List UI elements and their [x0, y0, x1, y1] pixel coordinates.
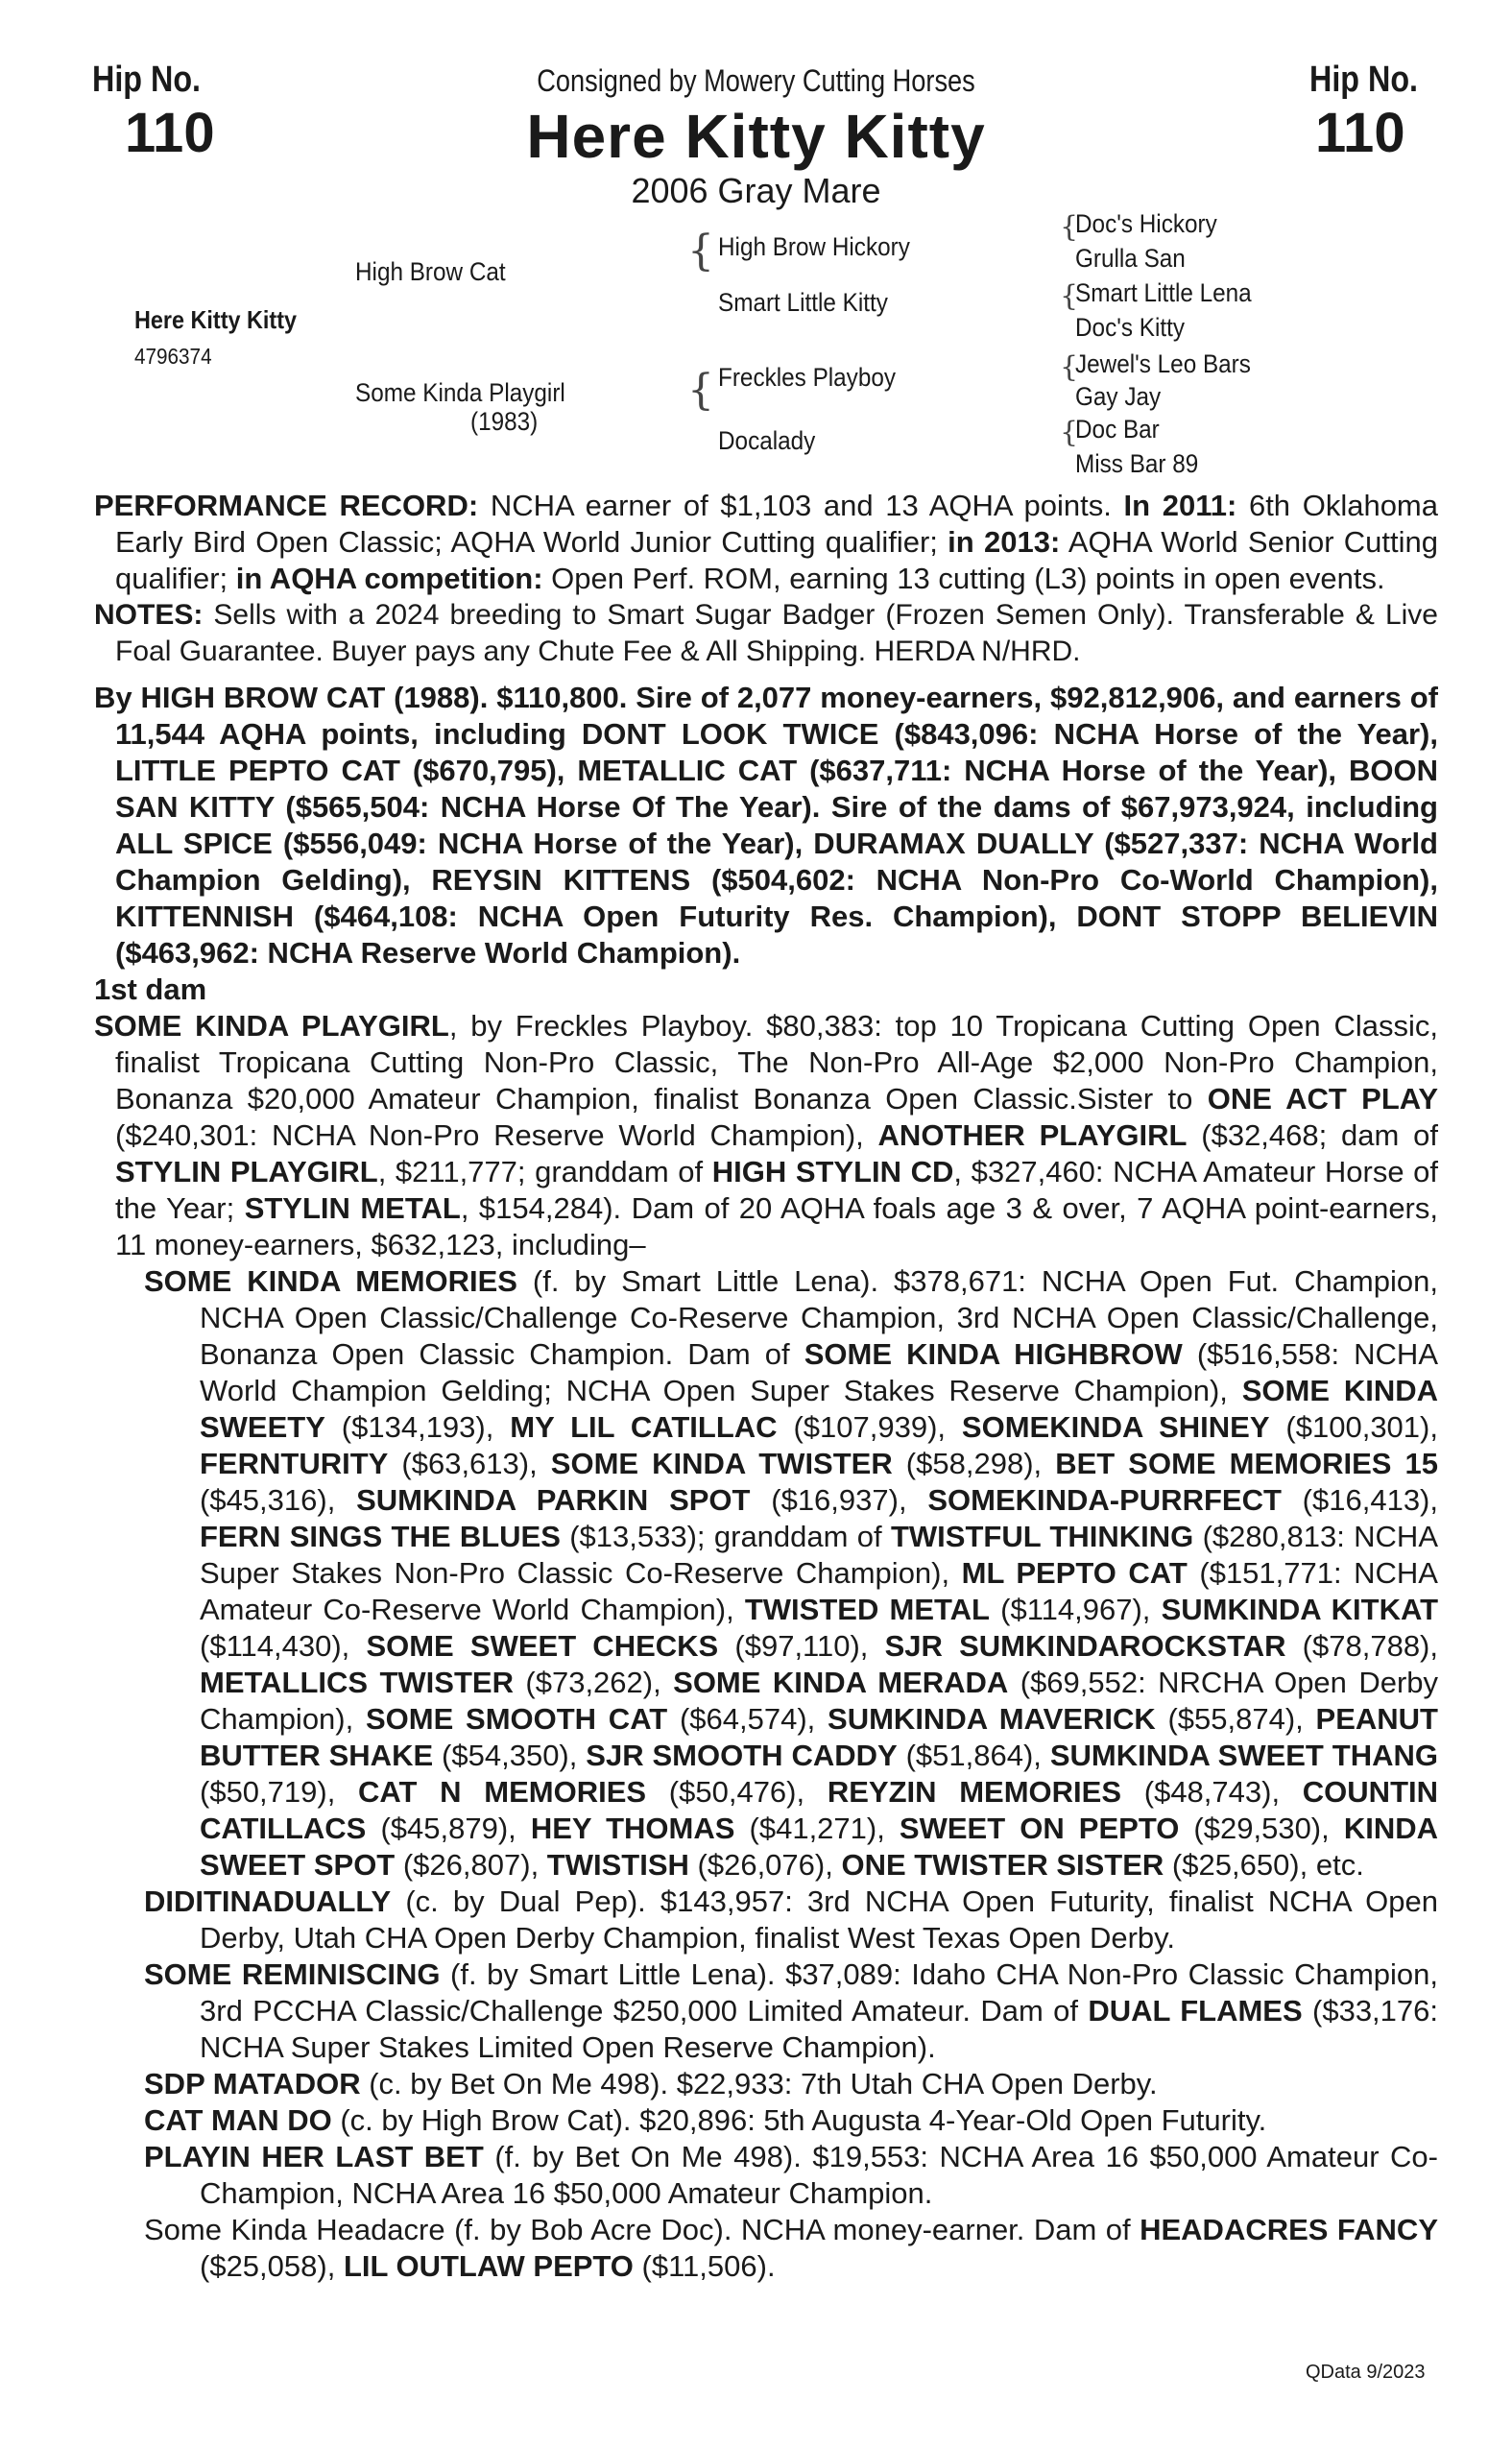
produce-entry: Some Kinda Headacre (f. by Bob Acre Doc). NCHA money-earner. Dam of HEADACRES FANCY ($25,058), LIL OUTLAW PEPTO ($11,506). — [144, 2213, 1438, 2283]
sire-dam: Smart Little Kitty — [718, 288, 888, 317]
gen3-brace-4: { — [1060, 416, 1079, 449]
hip-label-left: Hip No. — [92, 60, 202, 100]
gen3-ancestor: Gay Jay — [1075, 382, 1162, 411]
produce-entry: DIDITINADUALLY (c. by Dual Pep). $143,957: 3rd NCHA Open Futurity, finalist NCHA Open Derby, Utah CHA Open Derby Champion, finalist West Texas Open Derby. — [144, 1884, 1438, 1955]
gen3-brace-2: { — [1060, 279, 1079, 313]
gen3-brace-3: { — [1060, 350, 1079, 384]
horse-name-title: Here Kitty Kitty — [526, 102, 986, 171]
produce-entry: SDP MATADOR (c. by Bet On Me 498). $22,933: 7th Utah CHA Open Derby. — [144, 2067, 1158, 2100]
produce-entry: SOME REMINISCING (f. by Smart Little Lena). $37,089: Idaho CHA Non-Pro Classic Champion, 3rd PCCHA Classic/Challenge $250,000 Limited Amateur. Dam of DUAL FLAMES ($33,176: NCHA Super Stakes Limited Open Reserve Champion). — [144, 1957, 1439, 2064]
pedigree-horse-name: Here Kitty Kitty — [134, 305, 298, 334]
gen3-ancestor: Jewel's Leo Bars — [1075, 349, 1251, 378]
produce-entry: PLAYIN HER LAST BET (f. by Bet On Me 498). $19,553: NCHA Area 16 $50,000 Amateur Co-Champion, NCHA Area 16 $50,000 Amateur Champion. — [144, 2140, 1438, 2210]
sire-name: High Brow Cat — [355, 257, 506, 286]
first-dam-paragraph: SOME KINDA PLAYGIRL, by Freckles Playboy. $80,383: top 10 Tropicana Cutting Open Classic, finalist Tropicana Cutting Non-Pro Classic, The Non-Pro All-Age $2,000 Non-Pro Champion, Bonanza $20,000 Amateur Champion, finalist Bonanza Open Classic.Sister to ONE ACT PLAY ($240,301: NCHA Non-Pro Reserve World Champion), ANOTHER PLAYGIRL ($32,468; dam of STYLIN PLAYGIRL, $211,777; granddam of HIGH STYLIN CD, $327,460: NCHA Amateur Horse of the Year; STYLIN METAL, $154,284). Dam of 20 AQHA foals age 3 & over, 7 AQHA point-earners, 11 money-earners, $632,123, including– — [94, 1009, 1439, 1261]
produce-entry: CAT MAN DO (c. by High Brow Cat). $20,896: 5th Augusta 4-Year-Old Open Futurity. — [144, 2103, 1267, 2137]
dam-name: Some Kinda Playgirl — [355, 378, 565, 407]
notes: NOTES: Sells with a 2024 breeding to Smart Sugar Badger (Frozen Semen Only). Transferable & Live Foal Guarantee. Buyer pays any Chute Fee & All Shipping. HERDA N/HRD. — [94, 599, 1438, 667]
dam-dam: Docalady — [718, 426, 816, 455]
gen3-ancestor: Smart Little Lena — [1075, 278, 1252, 307]
sire-sire: High Brow Hickory — [718, 232, 910, 261]
gen3-ancestor: Doc's Kitty — [1075, 313, 1186, 342]
performance-record: PERFORMANCE RECORD: NCHA earner of $1,103 and 13 AQHA points. In 2011: 6th Oklahoma Early Bird Open Classic; AQHA World Junior Cutting qualifier; in 2013: AQHA World Senior Cutting qualifier; in AQHA competition: Open Perf. ROM, earning 13 cutting (L3) points in open events. — [94, 489, 1439, 595]
produce-list — [94, 1263, 1438, 2285]
qdata-stamp: QData 9/2023 — [1306, 2362, 1426, 2383]
produce-entry: SOME KINDA MEMORIES (f. by Smart Little Lena). $378,671: NCHA Open Fut. Champion, NCHA Open Classic/Challenge Co-Reserve Champion, 3rd NCHA Open Classic/Challenge, Bonanza Open Classic Champion. Dam of SOME KINDA HIGHBROW ($516,558: NCHA World Champion Gelding; NCHA Open Super Stakes Reserve Champion), SOME KINDA SWEETY ($134,193), MY LIL CATILLAC ($107,939), SOMEKINDA SHINEY ($100,301), FERNTURITY ($63,613), SOME KINDA TWISTER ($58,298), BET SOME MEMORIES 15 ($45,316), SUMKINDA PARKIN SPOT ($16,937), SOMEKINDA-PURRFECT ($16,413), FERN SINGS THE BLUES ($13,533); granddam of TWISTFUL THINKING ($280,813: NCHA Super Stakes Non-Pro Classic Co-Reserve Champion), ML PEPTO CAT ($151,771: NCHA Amateur Co-Reserve World Champion), TWISTED METAL ($114,967), SUMKINDA KITKAT ($114,430), SOME SWEET CHECKS ($97,110), SJR SUMKINDAROCKSTAR ($78,788), METALLICS TWISTER ($73,262), SOME KINDA MERADA ($69,552: NRCHA Open Derby Champion), SOME SMOOTH CAT ($64,574), SUMKINDA MAVERICK ($55,874), PEANUT BUTTER SHAKE ($54,350), SJR SMOOTH CADDY ($51,864), SUMKINDA SWEET THANG ($50,719), CAT N MEMORIES ($50,476), REYZIN MEMORIES ($48,743), COUNTIN CATILLACS ($45,879), HEY THOMAS ($41,271), SWEET ON PEPTO ($29,530), KINDA SWEET SPOT ($26,807), TWISTISH ($26,076), ONE TWISTER SISTER ($25,650), etc. — [144, 1264, 1439, 1882]
hip-number-left: 110 — [125, 102, 215, 164]
gen3-ancestor: Grulla San — [1075, 244, 1186, 273]
consignor-line: Consigned by Mowery Cutting Horses — [537, 63, 975, 98]
dam-brace: { — [687, 366, 714, 415]
gen3-ancestor: Doc's Hickory — [1075, 209, 1217, 238]
registration-number: 4796374 — [134, 344, 212, 369]
sire-paragraph: By HIGH BROW CAT (1988). $110,800. Sire of 2,077 money-earners, $92,812,906, and earners of 11,544 AQHA points, including DONT LOOK TWICE ($843,096: NCHA Horse of the Year), LITTLE PEPTO CAT ($670,795), METALLIC CAT ($637,711: NCHA Horse of the Year), BOON SAN KITTY ($565,504: NCHA Horse Of The Year). Sire of the dams of $67,973,924, including ALL SPICE ($556,049: NCHA Horse of the Year), DURAMAX DUALLY ($527,337: NCHA World Champion Gelding), REYSIN KITTENS ($504,602: NCHA Non-Pro Co-World Champion), KITTENNISH ($464,108: NCHA Open Futurity Res. Champion), DONT STOPP BELIEVIN ($463,962: NCHA Reserve World Champion). — [94, 681, 1438, 970]
catalog-body — [94, 488, 1438, 2285]
dam-year: (1983) — [470, 407, 539, 436]
gen3-brace-1: { — [1060, 210, 1079, 244]
gen3-ancestor: Doc Bar — [1075, 415, 1160, 444]
first-dam-heading: 1st dam — [94, 972, 207, 1006]
sire-brace: { — [687, 227, 714, 276]
gen3-ancestor: Miss Bar 89 — [1075, 449, 1199, 478]
hip-label-right: Hip No. — [1309, 60, 1419, 100]
hip-number-right: 110 — [1315, 102, 1405, 164]
dam-sire: Freckles Playboy — [718, 363, 897, 392]
horse-description: 2006 Gray Mare — [631, 171, 881, 210]
